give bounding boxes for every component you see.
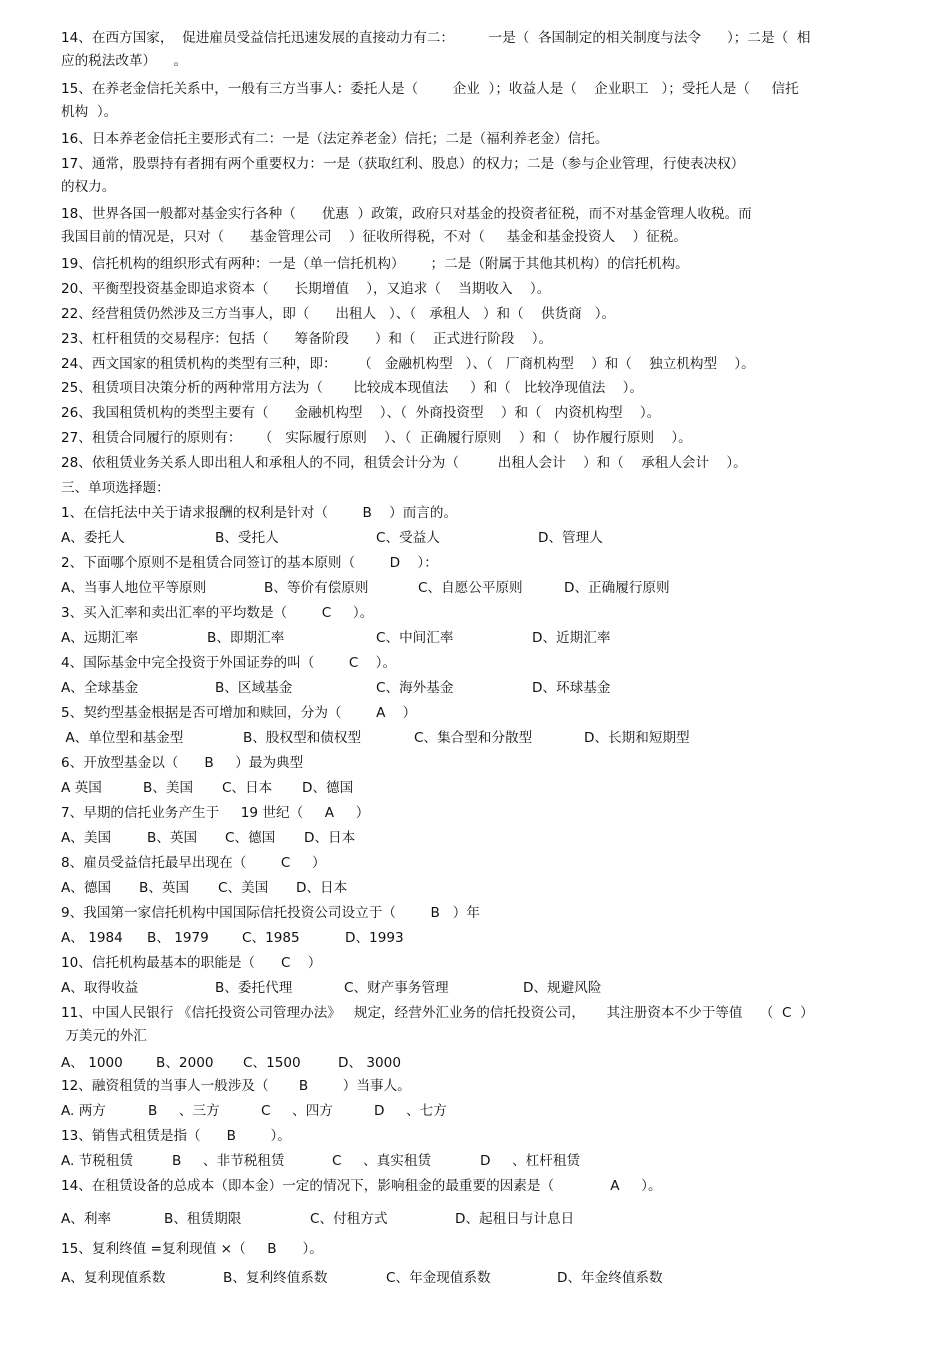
fill-item-17-line-1: 17、通常，股票持有者拥有两个重要权力：一是（获取红利、股息）的权力；二是（参与企业管理，行使表决权） (61, 156, 745, 172)
fill-item-22: 22、经营租赁仍然涉及三方当事人，即（ 出租人 ）、（ 承租人 ）和（ 供货商 ）。 (61, 306, 616, 322)
mc-11-option-a: A、 1000 (61, 1055, 123, 1071)
fill-item-14-line-2: 应的税法改革） 。 (61, 53, 188, 69)
mc-question-11-line-2: 万美元的外汇 (61, 1028, 147, 1044)
mc-question-12: 12、融资租赁的当事人一般涉及（ B ）当事人。 (61, 1078, 411, 1094)
fill-item-19: 19、信托机构的组织形式有两种：一是（单一信托机构） ；二是（附属于其他其机构）的信托机构。 (61, 256, 689, 272)
mc-1-option-a: A、委托人 (61, 530, 125, 546)
mc-8-option-d: D、日本 (296, 880, 348, 896)
mc-14-option-a: A、利率 (61, 1211, 112, 1227)
mc-question-1: 1、在信托法中关于请求报酬的权利是针对（ B ）而言的。 (61, 505, 458, 521)
fill-item-24: 24、西文国家的租赁机构的类型有三种，即： （ 金融机构型 ）、（ 厂商机构型 ）和（ 独立机构型 ）。 (61, 356, 755, 372)
mc-4-option-b: B、区域基金 (215, 680, 293, 696)
mc-15-option-b: B、复利终值系数 (223, 1270, 328, 1286)
mc-4-option-c: C、海外基金 (376, 680, 454, 696)
mc-15-option-c: C、年金现值系数 (386, 1270, 491, 1286)
fill-item-15-line-1: 15、在养老金信托关系中，一般有三方当事人：委托人是（ 企业 ）；收益人是（ 企业职工 ）；受托人是（ 信托 (61, 81, 799, 97)
mc-question-4: 4、国际基金中完全投资于外国证券的叫（ C ）。 (61, 655, 397, 671)
mc-8-option-a: A、德国 (61, 880, 112, 896)
mc-2-option-a: A、当事人地位平等原则 (61, 580, 207, 596)
mc-14-option-c: C、付租方式 (310, 1211, 388, 1227)
mc-13-option-b: B 、非节税租赁 (172, 1153, 285, 1169)
mc-question-15: 15、复利终值 =复利现值 ×（ B ）。 (61, 1241, 323, 1257)
mc-9-option-d: D、1993 (345, 930, 404, 946)
mc-7-option-d: D、日本 (304, 830, 356, 846)
mc-6-option-c: C、日本 (222, 780, 273, 796)
mc-4-option-a: A、全球基金 (61, 680, 139, 696)
mc-15-option-a: A、复利现值系数 (61, 1270, 166, 1286)
mc-question-8: 8、雇员受益信托最早出现在（ C ） (61, 855, 326, 871)
mc-9-option-b: B、 1979 (147, 930, 209, 946)
mc-12-option-c: C 、四方 (261, 1103, 333, 1119)
mc-1-option-d: D、管理人 (538, 530, 603, 546)
fill-item-25: 25、租赁项目决策分析的两种常用方法为（ 比较成本现值法 ）和（ 比较净现值法 ）。 (61, 380, 643, 396)
mc-2-option-c: C、自愿公平原则 (418, 580, 523, 596)
fill-item-27: 27、租赁合同履行的原则有： （ 实际履行原则 ）、（ 正确履行原则 ）和（ 协作履行原则 ）。 (61, 430, 692, 446)
mc-9-option-a: A、 1984 (61, 930, 123, 946)
mc-3-option-c: C、中间汇率 (376, 630, 454, 646)
fill-item-16: 16、日本养老金信托主要形式有二：一是（法定养老金）信托；二是（福利养老金）信托。 (61, 131, 609, 147)
mc-2-option-d: D、正确履行原则 (564, 580, 670, 596)
mc-13-option-d: D 、杠杆租赁 (480, 1153, 581, 1169)
mc-10-option-a: A、取得收益 (61, 980, 139, 996)
mc-question-10: 10、信托机构最基本的职能是（ C ） (61, 955, 322, 971)
mc-2-option-b: B、等价有偿原则 (264, 580, 369, 596)
mc-1-option-c: C、受益人 (376, 530, 440, 546)
mc-12-option-d: D 、七方 (374, 1103, 447, 1119)
mc-8-option-b: B、英国 (139, 880, 190, 896)
mc-12-option-b: B 、三方 (148, 1103, 220, 1119)
mc-5-option-a: A、单位型和基金型 (61, 730, 184, 746)
mc-15-option-d: D、年金终值系数 (557, 1270, 663, 1286)
mc-12-option-a: A. 两方 (61, 1103, 106, 1119)
mc-question-7: 7、早期的信托业务产生于 19 世纪（ A ） (61, 805, 370, 821)
mc-6-option-a: A 英国 (61, 780, 102, 796)
mc-14-option-d: D、起租日与计息日 (455, 1211, 575, 1227)
mc-7-option-b: B、英国 (147, 830, 198, 846)
mc-14-option-b: B、租赁期限 (164, 1211, 242, 1227)
mc-3-option-b: B、即期汇率 (207, 630, 285, 646)
fill-item-20: 20、平衡型投资基金即追求资本（ 长期增值 ），又追求（ 当期收入 ）。 (61, 281, 551, 297)
mc-question-13: 13、销售式租赁是指（ B ）。 (61, 1128, 291, 1144)
mc-4-option-d: D、环球基金 (532, 680, 611, 696)
fill-item-15-line-2: 机构 ）。 (61, 104, 118, 120)
mc-11-option-c: C、1500 (243, 1055, 301, 1071)
mc-11-option-b: B、2000 (156, 1055, 214, 1071)
mc-1-option-b: B、受托人 (215, 530, 279, 546)
mc-13-option-c: C 、真实租赁 (332, 1153, 432, 1169)
mc-6-option-d: D、德国 (302, 780, 354, 796)
fill-item-23: 23、杠杆租赁的交易程序：包括（ 筹备阶段 ）和（ 正式进行阶段 ）。 (61, 331, 553, 347)
mc-7-option-c: C、德国 (225, 830, 276, 846)
section-title: 三、单项选择题： (61, 480, 170, 496)
fill-item-28: 28、依租赁业务关系人即出租人和承租人的不同，租赁会计分为（ 出租人会计 ）和（ 承租人会计 ）。 (61, 455, 747, 471)
mc-5-option-c: C、集合型和分散型 (414, 730, 533, 746)
fill-item-14-line-1: 14、在西方国家， 促进雇员受益信托迅速发展的直接动力有二： 一是（ 各国制定的相关制度与法令 ）；二是（ 相 (61, 30, 811, 46)
mc-10-option-d: D、规避风险 (523, 980, 602, 996)
fill-item-26: 26、我国租赁机构的类型主要有（ 金融机构型 ）、（ 外商投资型 ）和（ 内资机构型 ）。 (61, 405, 661, 421)
mc-question-5: 5、契约型基金根据是否可增加和赎回，分为（ A ） (61, 705, 417, 721)
fill-item-17-line-2: 的权力。 (61, 179, 116, 195)
fill-item-18-line-2: 我国目前的情况是，只对（ 基金管理公司 ）征收所得税，不对（ 基金和基金投资人 ）征税。 (61, 229, 687, 245)
mc-5-option-b: B、股权型和债权型 (243, 730, 362, 746)
mc-3-option-d: D、近期汇率 (532, 630, 611, 646)
mc-question-3: 3、买入汇率和卖出汇率的平均数是（ C ）。 (61, 605, 374, 621)
mc-question-11-line-1: 11、中国人民银行 《信托投资公司管理办法》 规定，经营外汇业务的信托投资公司， 其注册资本不少于等值 （ C ） (61, 1005, 814, 1021)
mc-10-option-b: B、委托代理 (215, 980, 293, 996)
mc-3-option-a: A、远期汇率 (61, 630, 139, 646)
mc-7-option-a: A、美国 (61, 830, 112, 846)
mc-question-6: 6、开放型基金以（ B ）最为典型 (61, 755, 304, 771)
mc-9-option-c: C、1985 (242, 930, 300, 946)
mc-question-9: 9、我国第一家信托机构中国国际信托投资公司设立于（ B ）年 (61, 905, 480, 921)
mc-6-option-b: B、美国 (143, 780, 194, 796)
mc-5-option-d: D、长期和短期型 (584, 730, 690, 746)
mc-question-14: 14、在租赁设备的总成本（即本金）一定的情况下，影响租金的最重要的因素是（ A ）。 (61, 1178, 662, 1194)
mc-10-option-c: C、财产事务管理 (344, 980, 449, 996)
mc-11-option-d: D、 3000 (338, 1055, 401, 1071)
mc-question-2: 2、下面哪个原则不是租赁合同签订的基本原则（ D ）： (61, 555, 438, 571)
fill-item-18-line-1: 18、世界各国一般都对基金实行各种（ 优惠 ）政策，政府只对基金的投资者征税，而不对基金管理人收税。而 (61, 206, 752, 222)
mc-8-option-c: C、美国 (218, 880, 269, 896)
mc-13-option-a: A. 节税租赁 (61, 1153, 134, 1169)
